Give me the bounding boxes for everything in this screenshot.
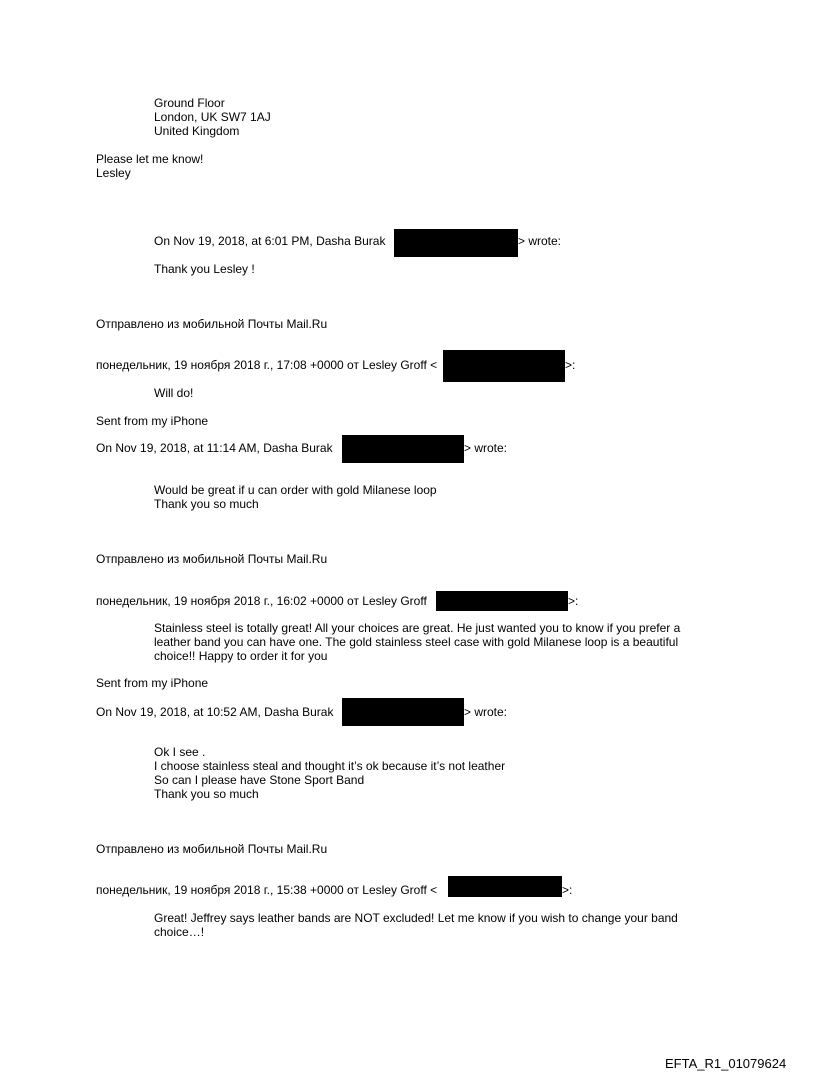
redaction-block [394,229,518,257]
email-header [96,358,437,372]
email-body-line: Would be great if u can order with gold Milanese loop [154,483,437,497]
email-header [96,441,333,455]
address-line-3: United Kingdom [154,124,240,138]
email-body-line: Ok I see . [154,745,206,759]
email-header-suffix: >: [565,358,576,372]
email-body-line: choice!! Happy to order it for you [154,649,328,663]
email-header-suffix: >: [568,594,579,608]
email-header-text: On Nov 19, 2018, at 11:14 AM, Dasha Burak [96,441,333,455]
email-header [96,705,333,719]
email-body-line: Stainless steel is totally great! All your choices are great. He just wanted you to know if you prefer a [154,621,681,635]
signature: Lesley [96,166,131,180]
sent-from-line: Отправлено из мобильной Почты Mail.Ru [96,552,328,566]
email-body-line: Thank you Lesley ! [154,262,255,276]
redaction-block [436,591,568,611]
sent-from-line: Отправлено из мобильной Почты Mail.Ru [96,317,328,331]
address-line-2: London, UK SW7 1AJ [154,110,271,124]
email-header-text: понедельник, 19 ноября 2018 г., 17:08 +0000 от Lesley Groff < [96,358,438,372]
bates-number: EFTA_R1_01079624 [665,1056,787,1071]
email-body-line: leather band you can have one. The gold stainless steel case with gold Milanese loop is a beautiful [154,635,679,649]
email-body-line: So can I please have Stone Sport Band [154,773,365,787]
email-header-text: On Nov 19, 2018, at 6:01 PM, Dasha Burak [154,234,386,248]
email-body-line: choice…! [154,925,205,939]
email-body-line: I choose stainless steal and thought it’s ok because it’s not leather [154,759,506,773]
email-header [154,234,385,248]
email-header-text: On Nov 19, 2018, at 10:52 AM, Dasha Burak [96,705,334,719]
email-header-text: понедельник, 19 ноября 2018 г., 15:38 +0000 от Lesley Groff < [96,883,438,897]
email-header [96,594,427,608]
email-header-suffix: > wrote: [464,441,508,455]
email-body-line: Will do! [154,386,194,400]
email-header-suffix: > wrote: [518,234,562,248]
redaction-block [342,698,464,726]
sent-from-line: Sent from my iPhone [96,414,209,428]
redaction-block [342,435,464,463]
closing-text: Please let me know! [96,152,204,166]
address-line-1: Ground Floor [154,96,225,110]
email-body-line: Thank you so much [154,787,259,801]
redaction-block [448,876,562,897]
email-header [96,883,437,897]
sent-from-line: Sent from my iPhone [96,676,209,690]
email-body-line: Thank you so much [154,497,259,511]
redaction-block [443,350,565,382]
email-header-text: понедельник, 19 ноября 2018 г., 16:02 +0000 от Lesley Groff [96,594,427,608]
email-header-suffix: > wrote: [464,705,508,719]
email-header-suffix: >: [562,883,573,897]
email-body-line: Great! Jeffrey says leather bands are NOT excluded! Let me know if you wish to change your band [154,911,678,925]
sent-from-line: Отправлено из мобильной Почты Mail.Ru [96,842,328,856]
